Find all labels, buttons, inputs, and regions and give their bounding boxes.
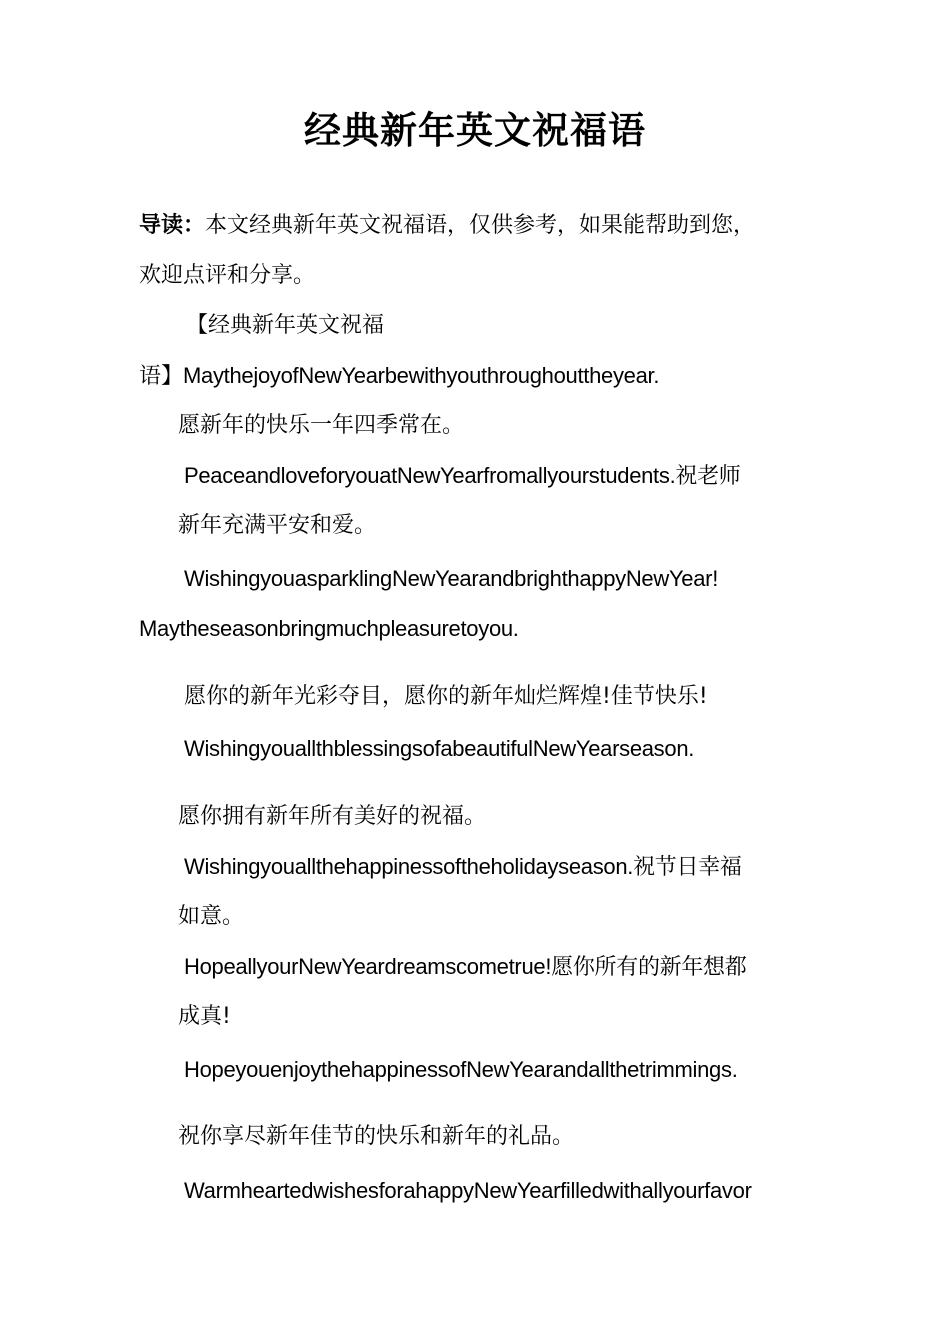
wish-line-en: Maytheseasonbringmuchpleasuretoyou. [139, 616, 519, 641]
heading-continuation-line [139, 361, 659, 392]
wish-line-en: Wishingyouallthehappinessoftheholidayseason.祝节日幸福 [184, 854, 742, 879]
wish-line-zh: 如意。 [178, 904, 245, 929]
document-title: 经典新年英文祝福语 [304, 109, 646, 152]
wish-line-zh: 成真! [178, 1004, 231, 1029]
wish-line-en: HopeyouenjoythehappinessofNewYearandallthetrimmings. [184, 1057, 738, 1082]
section-heading: 【经典新年英文祝福 [186, 313, 385, 338]
wish-line-en: MaythejoyofNewYearbewithyouthroughouttheyear. [183, 363, 660, 388]
intro-text-1: 本文经典新年英文祝福语，仅供参考，如果能帮助到您， [205, 213, 756, 238]
wish-line-en: WishingyouasparklingNewYearandbrighthappyNewYear! [184, 566, 719, 591]
intro-text-2: 欢迎点评和分享。 [139, 263, 316, 288]
wish-line-zh: 愿你拥有新年所有美好的祝福。 [178, 804, 487, 829]
wish-line-zh: 祝你享尽新年佳节的快乐和新年的礼品。 [178, 1124, 575, 1149]
wish-line-zh: 愿新年的快乐一年四季常在。 [178, 413, 465, 438]
intro-label: 导读： [139, 213, 206, 238]
section-heading-end: 语】 [139, 364, 184, 389]
wish-line-en: WishingyouallthblessingsofabeautifulNewYearseason. [184, 736, 695, 761]
wish-line-zh: 愿你的新年光彩夺目，愿你的新年灿烂辉煌!佳节快乐! [184, 684, 708, 709]
wish-line-en: WarmheartedwishesforahappyNewYearfilledwithallyourfavor [184, 1178, 752, 1203]
wish-line-en: HopeallyourNewYeardreamscometrue!愿你所有的新年想都 [184, 954, 747, 979]
wish-line-zh: 新年充满平安和爱。 [178, 513, 377, 538]
intro-line-1 [139, 211, 755, 241]
wish-line-en: PeaceandloveforyouatNewYearfromallyourstudents.祝老师 [184, 463, 741, 488]
